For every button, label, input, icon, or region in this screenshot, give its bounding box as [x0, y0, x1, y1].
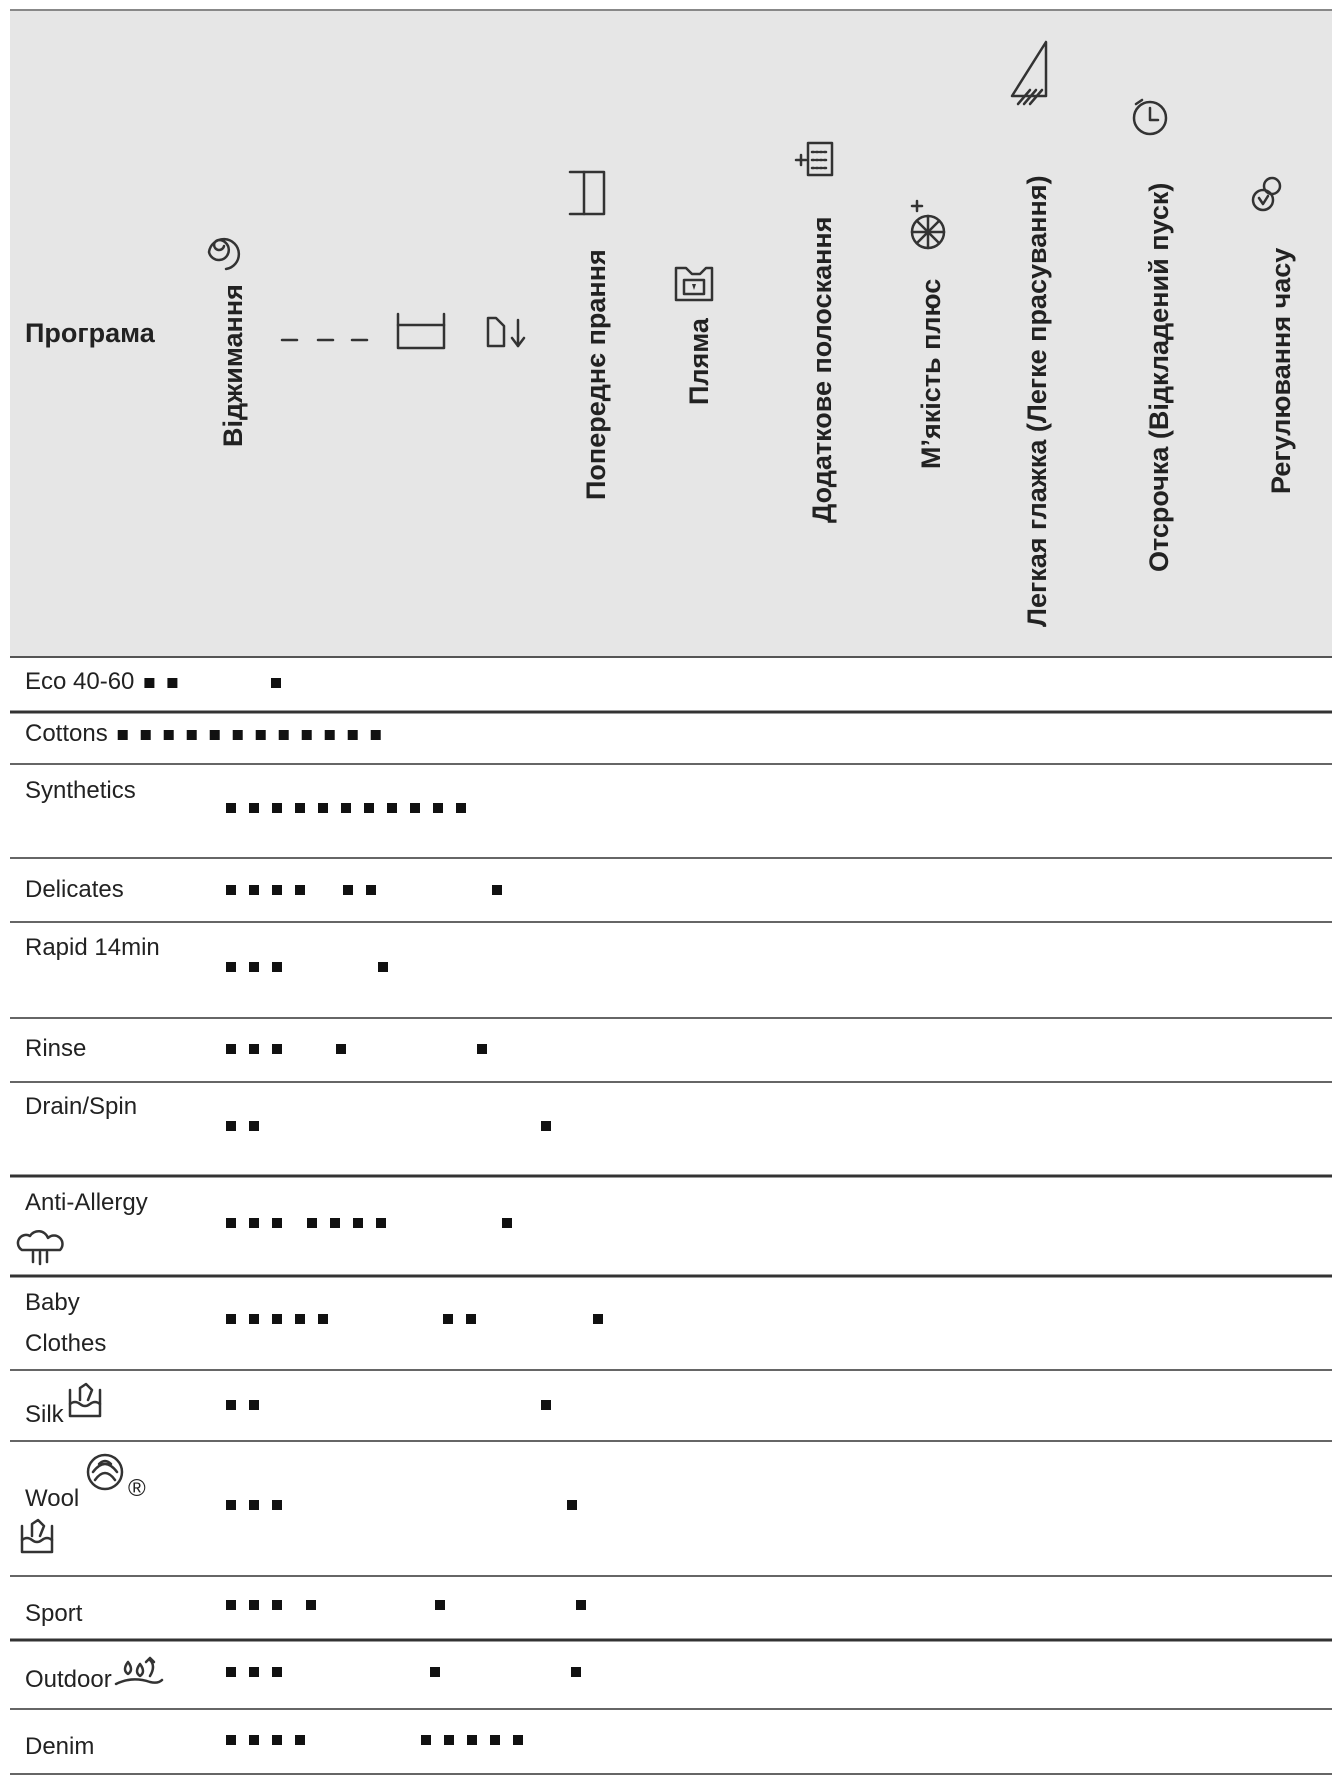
- option-mark: [306, 1600, 316, 1610]
- column-header-delay-start: Отсрочка (Відкладений пуск): [1144, 182, 1174, 572]
- outdoor-icon: [116, 1658, 162, 1684]
- program-row: [10, 1600, 1332, 1640]
- option-mark: [226, 885, 236, 895]
- option-mark: [330, 1218, 340, 1228]
- option-mark: [341, 803, 351, 813]
- column-header-extra-rinse: Додаткове полоскання: [807, 216, 837, 523]
- woolmark-icon: [88, 1455, 122, 1489]
- option-mark: [118, 730, 128, 740]
- option-mark: [256, 730, 266, 740]
- option-mark: [272, 1218, 282, 1228]
- column-header-spin: Віджимання: [218, 284, 248, 447]
- option-mark: [167, 678, 177, 688]
- program-name: Silk: [25, 1401, 64, 1428]
- option-mark: [272, 1600, 282, 1610]
- program-row: [10, 1733, 1332, 1774]
- option-mark: [249, 1314, 259, 1324]
- option-mark: [144, 678, 154, 688]
- option-mark: [325, 730, 335, 740]
- option-mark: [249, 885, 259, 895]
- option-mark: [421, 1735, 431, 1745]
- option-mark: [226, 1667, 236, 1677]
- option-mark: [226, 1735, 236, 1745]
- option-mark: [307, 1218, 317, 1228]
- option-mark: [302, 730, 312, 740]
- option-mark: [348, 730, 358, 740]
- option-mark: [279, 730, 289, 740]
- option-mark: [249, 1600, 259, 1610]
- hand-wash-icon: [70, 1384, 100, 1416]
- program-name: Anti-Allergy: [25, 1189, 148, 1216]
- option-mark: [378, 962, 388, 972]
- option-mark: [567, 1500, 577, 1510]
- option-mark: [226, 1600, 236, 1610]
- option-mark: [272, 1667, 282, 1677]
- program-name: Rinse: [25, 1035, 87, 1062]
- program-row: [10, 777, 1332, 858]
- column-header-easy-iron: Легкая глажка (Легке прасування): [1022, 175, 1052, 627]
- program-name: Drain/Spin: [25, 1093, 138, 1120]
- option-mark: [513, 1735, 523, 1745]
- option-mark: [249, 1400, 259, 1410]
- option-mark: [433, 803, 443, 813]
- program-name: Delicates: [25, 876, 124, 903]
- steam-icon: [18, 1231, 63, 1264]
- option-mark: [249, 1218, 259, 1228]
- option-mark: [272, 1044, 282, 1054]
- program-name: Outdoor: [25, 1666, 112, 1693]
- program-name: Denim: [25, 1733, 95, 1760]
- program-row: [10, 1289, 1332, 1370]
- option-mark: [249, 1667, 259, 1677]
- option-mark: [387, 803, 397, 813]
- program-name: Wool: [25, 1485, 80, 1512]
- program-row: [10, 1455, 1332, 1576]
- program-row: [10, 1189, 1332, 1276]
- option-mark: [249, 803, 259, 813]
- option-mark: [272, 962, 282, 972]
- program-row: [10, 1384, 1332, 1441]
- option-mark: [249, 1121, 259, 1131]
- option-mark: [467, 1735, 477, 1745]
- option-mark: [187, 730, 197, 740]
- option-mark: [541, 1400, 551, 1410]
- program-row: [10, 934, 1332, 1018]
- program-name: Synthetics: [25, 777, 136, 804]
- option-mark: [233, 730, 243, 740]
- option-mark: [435, 1600, 445, 1610]
- program-name: Clothes: [25, 1330, 107, 1357]
- program-name: Baby: [25, 1289, 80, 1316]
- option-mark: [226, 962, 236, 972]
- option-mark: [226, 1044, 236, 1054]
- column-header-softness-plus: М’якість плюс: [916, 278, 946, 469]
- program-row: [10, 876, 1332, 922]
- option-mark: [318, 803, 328, 813]
- option-mark: [541, 1121, 551, 1131]
- program-name: Eco 40-60: [25, 668, 135, 695]
- option-mark: [466, 1314, 476, 1324]
- program-name: Cottons: [25, 720, 108, 747]
- program-name: Rapid 14min: [25, 934, 160, 961]
- option-mark: [593, 1314, 603, 1324]
- option-mark: [249, 1500, 259, 1510]
- option-mark: [226, 803, 236, 813]
- option-mark: [272, 1735, 282, 1745]
- program-row: [10, 720, 1332, 764]
- option-mark: [210, 730, 220, 740]
- option-mark: [571, 1667, 581, 1677]
- option-mark: [272, 885, 282, 895]
- program-name: Sport: [25, 1600, 83, 1627]
- option-mark: [430, 1667, 440, 1677]
- option-mark: [295, 1735, 305, 1745]
- option-mark: [336, 1044, 346, 1054]
- option-mark: [364, 803, 374, 813]
- column-header-stain: Пляма: [684, 318, 714, 405]
- option-mark: [141, 730, 151, 740]
- option-mark: [353, 1218, 363, 1228]
- option-mark: [164, 730, 174, 740]
- option-mark: [343, 885, 353, 895]
- option-mark: [272, 1500, 282, 1510]
- option-mark: [295, 885, 305, 895]
- column-header-time-adjust: Регулювання часу: [1266, 247, 1296, 494]
- option-mark: [272, 1314, 282, 1324]
- option-mark: [226, 1314, 236, 1324]
- option-mark: [226, 1500, 236, 1510]
- option-mark: [226, 1218, 236, 1228]
- option-mark: [318, 1314, 328, 1324]
- option-mark: [295, 803, 305, 813]
- header-background: [10, 10, 1332, 657]
- option-mark: [226, 1121, 236, 1131]
- option-mark: [576, 1600, 586, 1610]
- program-row: [10, 668, 1332, 712]
- option-mark: [271, 678, 281, 688]
- option-mark: [295, 1314, 305, 1324]
- option-mark: [456, 803, 466, 813]
- option-mark: [272, 803, 282, 813]
- option-mark: [376, 1218, 386, 1228]
- program-column-header: Програма: [25, 318, 155, 348]
- option-mark: [226, 1400, 236, 1410]
- option-mark: [443, 1314, 453, 1324]
- option-mark: [477, 1044, 487, 1054]
- program-row: [10, 1658, 1332, 1709]
- option-mark: [371, 730, 381, 740]
- option-mark: [249, 1044, 259, 1054]
- program-row: [10, 1093, 1332, 1176]
- option-mark: [249, 1735, 259, 1745]
- program-rows: [10, 657, 1332, 1774]
- program-row: [10, 1035, 1332, 1082]
- option-mark: [490, 1735, 500, 1745]
- option-mark: [366, 885, 376, 895]
- option-mark: [444, 1735, 454, 1745]
- option-mark: [502, 1218, 512, 1228]
- registered-mark: ®: [128, 1475, 146, 1502]
- column-header-prewash: Попереднє прання: [581, 249, 611, 500]
- option-mark: [492, 885, 502, 895]
- option-mark: [410, 803, 420, 813]
- hand-wash-icon: [22, 1520, 52, 1552]
- option-mark: [249, 962, 259, 972]
